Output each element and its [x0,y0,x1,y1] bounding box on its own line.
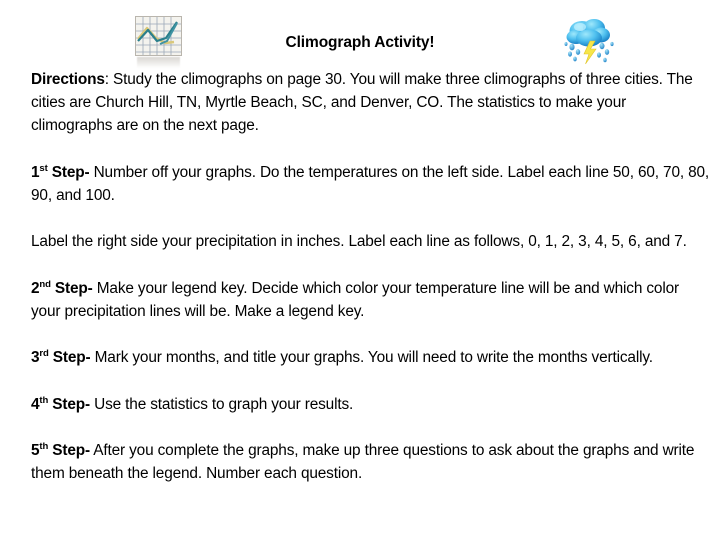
paragraph-step-5 [31,439,711,485]
paragraph-lead-bold: 3 [31,349,40,367]
paragraph-lead-tail: Step- [47,163,90,181]
line-chart-icon [135,16,185,68]
paragraph-step-4 [31,393,711,416]
rain-cloud-lightning-icon-graphic [560,14,618,68]
paragraph-lead-superscript: th [39,441,49,453]
cloud-shape [567,19,611,47]
paragraph-lead-tail: Step- [48,349,91,367]
paragraph-lead-superscript: nd [39,278,51,290]
paragraph-lead-bold: Directions [31,71,105,88]
paragraph-lead-bold: 5 [31,442,40,460]
paragraph-directions [31,68,711,138]
rain-cloud-lightning-icon [560,14,618,68]
paragraph-lead-superscript: rd [39,348,49,360]
paragraph-text: : Study the climographs on page 30. You will make three climographs of three cities. The cities are Church Hill, TN, Myrtle Beach, SC, and Denver, CO. The statistics to make your climographs are on the next page. [31,71,693,135]
page-title: Climograph Activity! [285,34,435,51]
paragraph-text: Label the right side your precipitation in inches. Label each line as follows, 0, 1, 2, 3, 4, 5, 6, and 7. [31,233,687,251]
paragraph-text: After you complete the graphs, make up three questions to ask about the graphs and write them beneath the legend. Number each question. [31,442,695,483]
line-chart-icon-reflection [137,57,180,68]
paragraph-lead-superscript: st [39,162,48,174]
instructions-body [31,68,711,486]
paragraph-step-3 [31,346,711,369]
paragraph-text: Mark your months, and title your graphs. You will need to write the months vertically. [90,349,653,367]
paragraph-step-1 [31,161,711,207]
line-chart-icon-graphic [136,17,181,55]
paragraph-text: Number off your graphs. Do the temperatures on the left side. Label each line 50, 60, 70, 80, 90, and 100. [31,163,710,204]
paragraph-lead-bold: 4 [31,395,40,413]
paragraph-lead-tail: Step- [48,442,90,460]
paragraph-text: Use the statistics to graph your results. [89,395,354,413]
line-chart-icon-frame [135,16,182,56]
paragraph-lead-tail: Step- [48,395,90,413]
paragraph-lead-superscript: th [39,394,49,406]
paragraph-precipitation-labels [31,230,711,253]
paragraph-step-2 [31,277,711,323]
paragraph-lead-tail: Step- [50,279,93,297]
slide-header [0,0,720,72]
paragraph-lead-bold: 1 [31,163,40,181]
paragraph-text: Make your legend key. Decide which color your temperature line will be and which color your precipitation lines will be. Make a legend key. [31,279,679,320]
paragraph-lead-bold: 2 [31,279,40,297]
